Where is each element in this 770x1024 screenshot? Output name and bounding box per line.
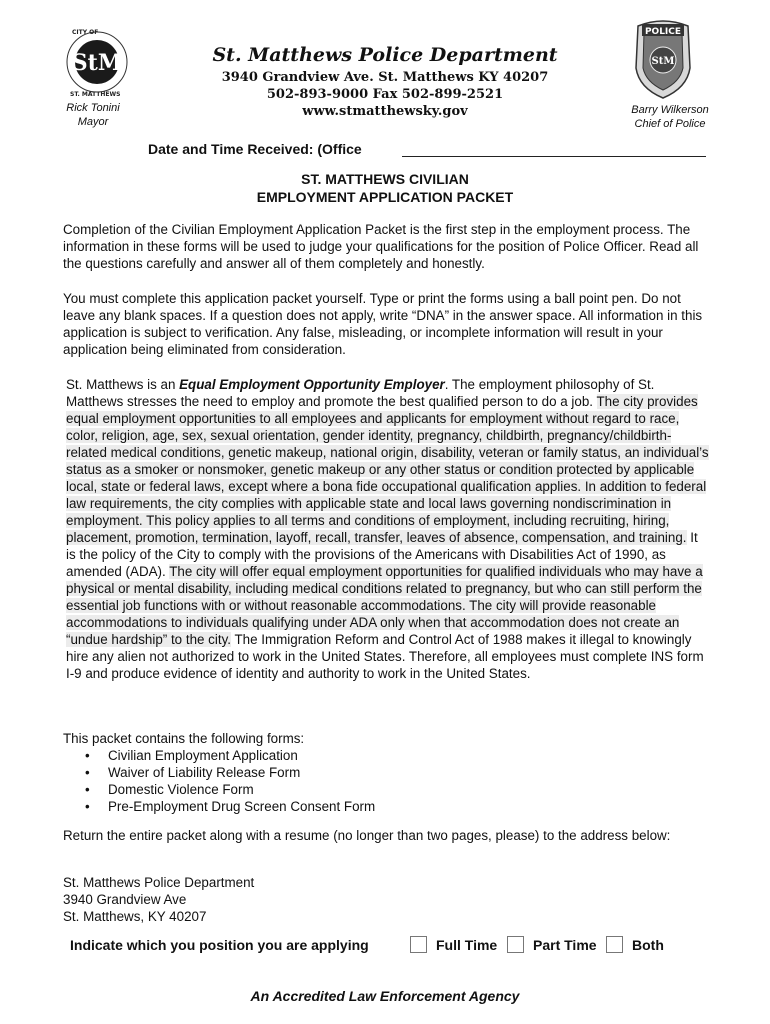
both-label: Both bbox=[632, 936, 664, 953]
department-phone-fax: 502-893-9000 Fax 502-899-2521 bbox=[266, 87, 504, 102]
eeo-emphasis: Equal Employment Opportunity Employer bbox=[179, 377, 445, 392]
eeo-prefix: St. Matthews is an bbox=[66, 377, 180, 392]
eeo-shaded-2: The city will offer equal employment opportunities for qualified individuals who may have a physical or mental disability, including medical conditions related to pregnancy, but who can still perform the essential job functions with or without reasonable accommodations. The city will provide reasonable accommodations to individuals qualifying under ADA only when that accommodation does not create an “undue hardship” to the city. bbox=[66, 564, 703, 647]
list-item: • Domestic Violence Form bbox=[85, 781, 375, 798]
full-time-option[interactable] bbox=[410, 936, 497, 953]
part-time-option[interactable] bbox=[507, 936, 597, 953]
chief-name: Barry Wilkerson bbox=[631, 104, 709, 116]
date-received-field[interactable] bbox=[402, 156, 706, 157]
return-address-line2: 3940 Grandview Ave bbox=[63, 892, 187, 907]
both-option[interactable] bbox=[606, 936, 664, 953]
eeo-paragraph bbox=[66, 376, 710, 682]
eeo-plain-1: It is the policy of the City to comply with the provisions of the Americans with Disabilities Act of 1990, as amended (ADA). bbox=[66, 530, 698, 579]
mayor-title: Mayor bbox=[77, 116, 109, 128]
return-address-line1: St. Matthews Police Department bbox=[63, 875, 255, 890]
heading-line2: EMPLOYMENT APPLICATION PACKET bbox=[256, 189, 514, 205]
part-time-checkbox[interactable] bbox=[507, 936, 524, 953]
forms-list bbox=[85, 747, 375, 815]
forms-intro: This packet contains the following forms: bbox=[63, 731, 305, 746]
chief-title: Chief of Police bbox=[634, 118, 706, 130]
svg-text:StM: StM bbox=[651, 56, 675, 67]
full-time-label: Full Time bbox=[436, 936, 498, 953]
position-label: Indicate which you position you are applying bbox=[70, 937, 369, 953]
list-item: • Waiver of Liability Release Form bbox=[85, 764, 375, 781]
full-time-checkbox[interactable] bbox=[410, 936, 427, 953]
return-instructions: Return the entire packet along with a resume (no longer than two pages, please) to the address below: bbox=[63, 828, 671, 843]
svg-text:ST. MATTHEWS: ST. MATTHEWS bbox=[70, 91, 121, 98]
eeo-plain-2: The Immigration Reform and Control Act of 1988 makes it illegal to knowingly hire any alien not authorized to work in the United States. Therefore, all employees must complete INS form I-9 and produce evidence of identity and authority to work in the United States. bbox=[66, 632, 704, 681]
department-title: St. Matthews Police Department bbox=[212, 44, 558, 66]
police-badge bbox=[632, 18, 694, 100]
both-checkbox[interactable] bbox=[606, 936, 623, 953]
intro-paragraph: Completion of the Civilian Employment Application Packet is the first step in the employment process. The information in these forms will be used to judge your qualifications for the position of Police Officer. Read all the questions carefully and answer all of them completely and honestly. bbox=[63, 222, 699, 271]
logo-monogram: StM bbox=[71, 50, 123, 76]
eeo-shaded-1: The city provides equal employment opportunities to all employees and applicants for employment without regard to race, color, religion, age, sex, sexual orientation, gender identity, pregnancy, childbirth, pregnancy/childbirth-related medical conditions, genetic makeup, national origin, disability, veteran or family status, an individual’s status as a smoker or nonsmoker, genetic makeup or any other status or condition protected by applicable local, state or federal laws, except where a bona fide occupational qualification applies. In addition to federal law requirements, the city complies with applicable state and local laws governing nondiscrimination in employment. This policy applies to all terms and conditions of employment, including recruiting, hiring, placement, promotion, termination, layoff, recall, transfer, leaves of absence, compensation, and training. bbox=[66, 394, 709, 545]
part-time-label: Part Time bbox=[533, 936, 597, 953]
heading-line1: ST. MATTHEWS CIVILIAN bbox=[301, 171, 469, 187]
department-website[interactable]: www.stmatthewsky.gov bbox=[302, 104, 468, 119]
svg-text:POLICE: POLICE bbox=[644, 27, 682, 37]
list-item: • Pre-Employment Drug Screen Consent Form bbox=[85, 798, 375, 815]
list-item: • Civilian Employment Application bbox=[85, 747, 375, 764]
date-received-label: Date and Time Received: (Office bbox=[148, 141, 362, 157]
letterhead-contact bbox=[180, 69, 590, 120]
footer-tagline: An Accredited Law Enforcement Agency bbox=[250, 988, 520, 1004]
chief-block bbox=[620, 103, 720, 131]
mayor-name: Rick Tonini bbox=[66, 102, 120, 114]
department-address: 3940 Grandview Ave. St. Matthews KY 40207 bbox=[221, 70, 549, 85]
return-address-line3: St. Matthews, KY 40207 bbox=[63, 909, 207, 924]
mayor-block bbox=[50, 101, 136, 129]
instructions-paragraph: You must complete this application packet yourself. Type or print the forms using a ball point pen. Do not leave any blank spaces. If a question does not apply, write “DNA” in the answer space. All information in this application is subject to verification. Any false, misleading, or incomplete information will result in your application being eliminated from consideration. bbox=[63, 291, 703, 357]
svg-text:CITY OF: CITY OF bbox=[72, 29, 99, 36]
packet-heading bbox=[180, 170, 590, 206]
eeo-sentence1-end: . The employment philosophy of St. Matthews stresses the need to employ and promote the best qualified person to do a job. bbox=[66, 377, 655, 409]
return-address bbox=[63, 874, 463, 925]
city-logo bbox=[64, 22, 134, 102]
